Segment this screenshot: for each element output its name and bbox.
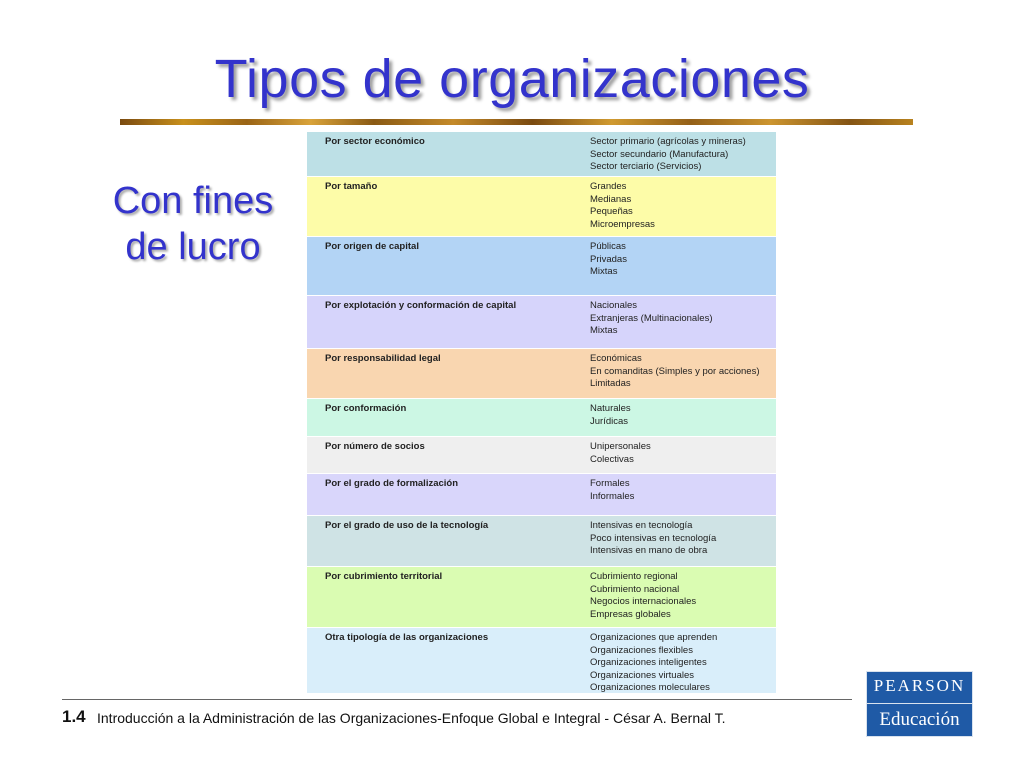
row-item: Cubrimiento regional	[590, 571, 678, 582]
row-item: Negocios internacionales	[590, 596, 697, 608]
footer-divider	[62, 699, 852, 700]
row-item: Mixtas	[590, 325, 618, 337]
side-heading	[98, 178, 288, 270]
row-item: Mixtas	[590, 266, 618, 278]
row-items	[590, 403, 631, 428]
row-item: Públicas	[590, 241, 626, 252]
row-category-label: Por responsabilidad legal	[325, 353, 441, 364]
table-row	[307, 176, 776, 236]
row-items	[590, 241, 627, 279]
row-item: Naturales	[590, 403, 631, 414]
footer-citation: Introducción a la Administración de las Organizaciones-Enfoque Global e Integral - César A. Bernal T.	[97, 710, 726, 726]
row-items	[590, 136, 746, 174]
table-row	[307, 236, 776, 295]
row-item: Cubrimiento nacional	[590, 583, 680, 595]
footer-slide-number: 1.4	[62, 707, 86, 726]
logo-brand: PEARSON	[873, 676, 966, 695]
row-category-label: Por tamaño	[325, 181, 378, 192]
row-items	[590, 441, 651, 466]
side-heading-line2: de lucro	[125, 226, 261, 268]
row-item: Económicas	[590, 353, 642, 364]
table-row	[307, 436, 776, 473]
row-item: Informales	[590, 490, 635, 502]
row-item: Colectivas	[590, 453, 634, 465]
row-item: Microempresas	[590, 218, 655, 230]
table-row	[307, 515, 776, 566]
table-row	[307, 131, 776, 176]
row-category-label: Por conformación	[325, 403, 407, 414]
row-item: Organizaciones que aprenden	[590, 632, 718, 643]
table-row	[307, 348, 776, 398]
row-item: Jurídicas	[590, 415, 629, 427]
row-items	[590, 181, 655, 231]
side-heading-line1: Con fines	[112, 180, 274, 222]
logo-subtitle: Educación	[879, 709, 960, 730]
row-item: Privadas	[590, 253, 627, 265]
slide-title: Tipos de organizaciones	[214, 49, 810, 109]
row-item: Poco intensivas en tecnología	[590, 532, 717, 544]
row-item: Sector secundario (Manufactura)	[590, 148, 729, 160]
row-items	[590, 520, 716, 558]
row-item: Organizaciones flexibles	[590, 644, 693, 656]
logo-separator	[867, 703, 972, 704]
row-item: En comanditas (Simples y por acciones)	[590, 365, 760, 377]
organization-types-table	[307, 131, 776, 693]
row-items	[590, 300, 713, 338]
row-item: Intensivas en tecnología	[590, 520, 693, 531]
row-item: Organizaciones virtuales	[590, 669, 695, 681]
row-item: Medianas	[590, 193, 632, 205]
table-row	[307, 398, 776, 436]
row-category-label: Por el grado de formalización	[325, 478, 459, 489]
row-item: Organizaciones moleculares	[590, 682, 710, 694]
row-item: Empresas globales	[590, 608, 671, 620]
pearson-logo	[866, 671, 973, 737]
title-underline	[120, 119, 913, 125]
row-item: Grandes	[590, 181, 627, 192]
row-item: Pequeñas	[590, 206, 633, 218]
row-items	[590, 632, 717, 695]
row-item: Limitadas	[590, 378, 631, 390]
row-item: Nacionales	[590, 300, 637, 311]
row-item: Sector terciario (Servicios)	[590, 161, 702, 173]
row-items	[590, 478, 634, 503]
row-category-label: Por cubrimiento territorial	[325, 571, 443, 582]
row-item: Sector primario (agrícolas y mineras)	[590, 136, 746, 147]
row-item: Formales	[590, 478, 630, 489]
row-category-label: Por origen de capital	[325, 241, 419, 252]
row-category-label: Otra tipología de las organizaciones	[325, 632, 489, 643]
row-category-label: Por explotación y conformación de capital	[325, 300, 517, 311]
row-item: Extranjeras (Multinacionales)	[590, 312, 713, 324]
table-row	[307, 473, 776, 515]
table-row	[307, 566, 776, 627]
row-item: Intensivas en mano de obra	[590, 545, 708, 557]
table-row	[307, 627, 776, 693]
row-category-label: Por el grado de uso de la tecnología	[325, 520, 489, 531]
row-item: Unipersonales	[590, 441, 651, 452]
row-items	[590, 353, 760, 391]
row-category-label: Por número de socios	[325, 441, 425, 452]
row-items	[590, 571, 696, 621]
row-item: Organizaciones inteligentes	[590, 657, 707, 669]
row-category-label: Por sector económico	[325, 136, 425, 147]
table-row	[307, 295, 776, 348]
